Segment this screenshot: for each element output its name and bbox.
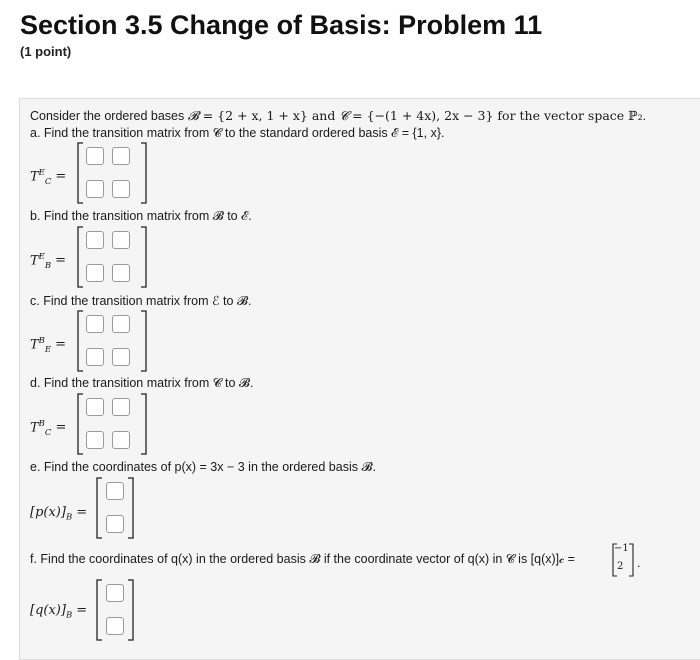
part-b-label: $T^E_B$ =: [30, 252, 67, 271]
page-title: Section 3.5 Change of Basis: Problem 11: [20, 10, 543, 40]
points-label: (1 point): [20, 44, 72, 59]
problem-intro: [30, 108, 646, 124]
part-c-cell-22[interactable]: [112, 348, 130, 366]
part-d-cell-22[interactable]: [112, 431, 130, 449]
part-a-cell-11[interactable]: [86, 147, 104, 165]
basis-b-definition: = {2 + x, 1 + x} and: [198, 108, 340, 123]
part-d-label: $T^B_C$ =: [30, 419, 67, 438]
part-d-cell-11[interactable]: [86, 398, 104, 416]
part-a-cell-22[interactable]: [112, 180, 130, 198]
part-a-label: $T^E_C$ =: [30, 168, 67, 187]
part-e-question: e. Find the coordinates of p(x) = 3x − 3 in the ordered basis 𝓑.: [30, 460, 376, 474]
part-d-cell-21[interactable]: [86, 431, 104, 449]
part-c-question: c. Find the transition matrix from ℰ to 𝓑.: [30, 294, 252, 308]
part-f-question: f. Find the coordinates of q(x) in the ordered basis 𝓑 if the coordinate vector of q(x) in 𝓒 is [q(x)]𝒸 =: [30, 552, 575, 566]
given-vector-top: −1: [614, 543, 629, 554]
part-d-question: d. Find the transition matrix from 𝓒 to 𝓑.: [30, 376, 254, 390]
part-c-cell-12[interactable]: [112, 315, 130, 333]
part-b-cell-21[interactable]: [86, 264, 104, 282]
part-b-cell-22[interactable]: [112, 264, 130, 282]
part-e-cell-1[interactable]: [106, 482, 124, 500]
part-b-cell-12[interactable]: [112, 231, 130, 249]
part-b-question: b. Find the transition matrix from 𝓑 to ℰ.: [30, 209, 252, 223]
given-vector-period: .: [637, 556, 641, 570]
part-f-label: $[q(x)]_B$ =: [30, 603, 88, 621]
basis-c-symbol: 𝓒: [339, 108, 349, 123]
intro-period: .: [642, 109, 647, 123]
part-c-label: $T^B_E$ =: [30, 336, 67, 355]
given-vector-bottom: 2: [617, 561, 624, 572]
part-a-question: a. Find the transition matrix from 𝓒 to the standard ordered basis ℰ = {1, x}.: [30, 126, 445, 140]
basis-b-symbol: 𝓑: [187, 108, 199, 123]
part-b-cell-11[interactable]: [86, 231, 104, 249]
part-c-cell-21[interactable]: [86, 348, 104, 366]
vector-space-symbol: ℙ₂: [628, 108, 643, 123]
intro-text-1: Consider the ordered bases: [30, 109, 188, 123]
part-f-cell-2[interactable]: [106, 617, 124, 635]
part-d-cell-12[interactable]: [112, 398, 130, 416]
part-c-cell-11[interactable]: [86, 315, 104, 333]
part-f-cell-1[interactable]: [106, 584, 124, 602]
part-a-cell-21[interactable]: [86, 180, 104, 198]
basis-c-definition: = {−(1 + 4x), 2x − 3} for the vector space: [348, 108, 629, 123]
part-a-cell-12[interactable]: [112, 147, 130, 165]
part-e-cell-2[interactable]: [106, 515, 124, 533]
part-e-label: $[p(x)]_B$ =: [30, 505, 88, 523]
